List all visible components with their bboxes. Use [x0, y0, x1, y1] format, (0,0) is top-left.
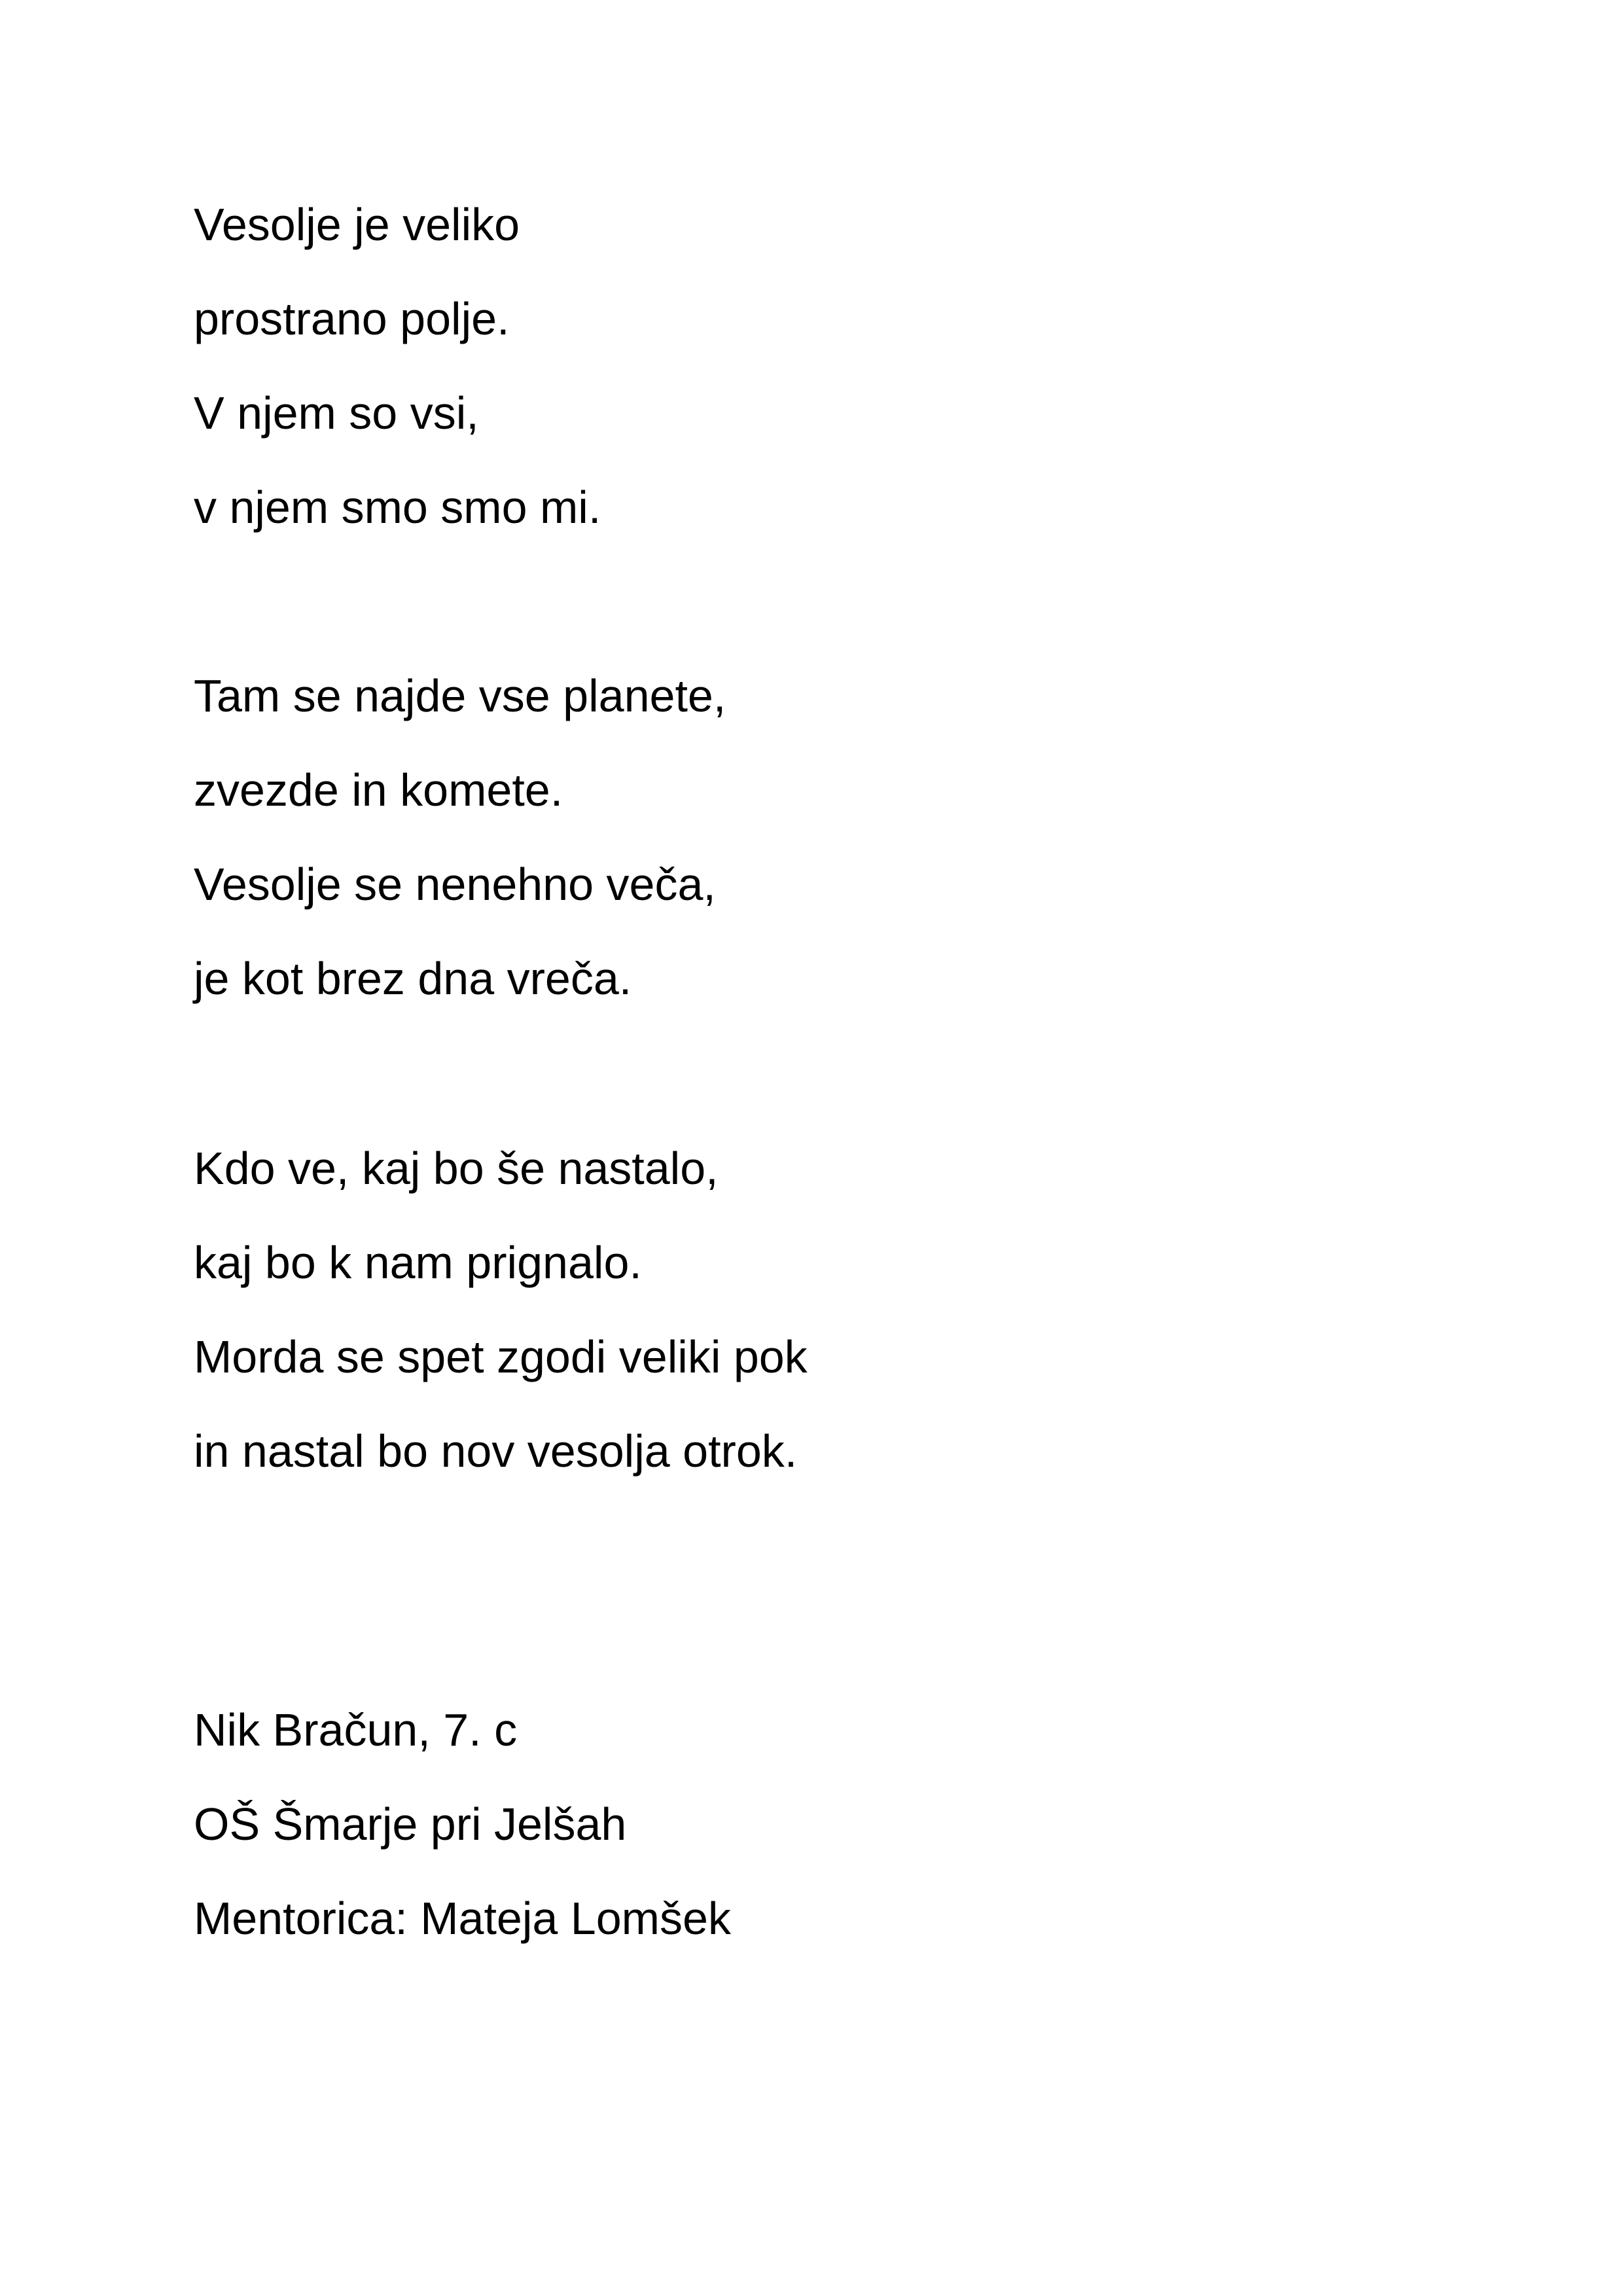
poem-line: Tam se najde vse planete,	[194, 670, 726, 721]
mentor-name: Mentorica: Mateja Lomšek	[194, 1893, 731, 1944]
poem-line: zvezde in komete.	[194, 764, 563, 816]
poem-line: V njem so vsi,	[194, 387, 479, 439]
poem-line: je kot brez dna vreča.	[194, 953, 632, 1004]
poem-line: Vesolje je veliko	[194, 199, 520, 250]
poem-line: in nastal bo nov vesolja otrok.	[194, 1426, 798, 1477]
poem-line: v njem smo smo mi.	[194, 482, 601, 533]
poem-line: Vesolje se nenehno veča,	[194, 859, 716, 910]
author-name: Nik Bračun, 7. c	[194, 1704, 518, 1755]
poem-line: prostrano polje.	[194, 293, 510, 344]
poem-line: Morda se spet zgodi veliki pok	[194, 1331, 808, 1382]
school-name: OŠ Šmarje pri Jelšah	[194, 1799, 627, 1850]
poem-line: kaj bo k nam prignalo.	[194, 1237, 642, 1288]
poem-line: Kdo ve, kaj bo še nastalo,	[194, 1143, 719, 1194]
poem-page	[194, 0, 1503, 2296]
